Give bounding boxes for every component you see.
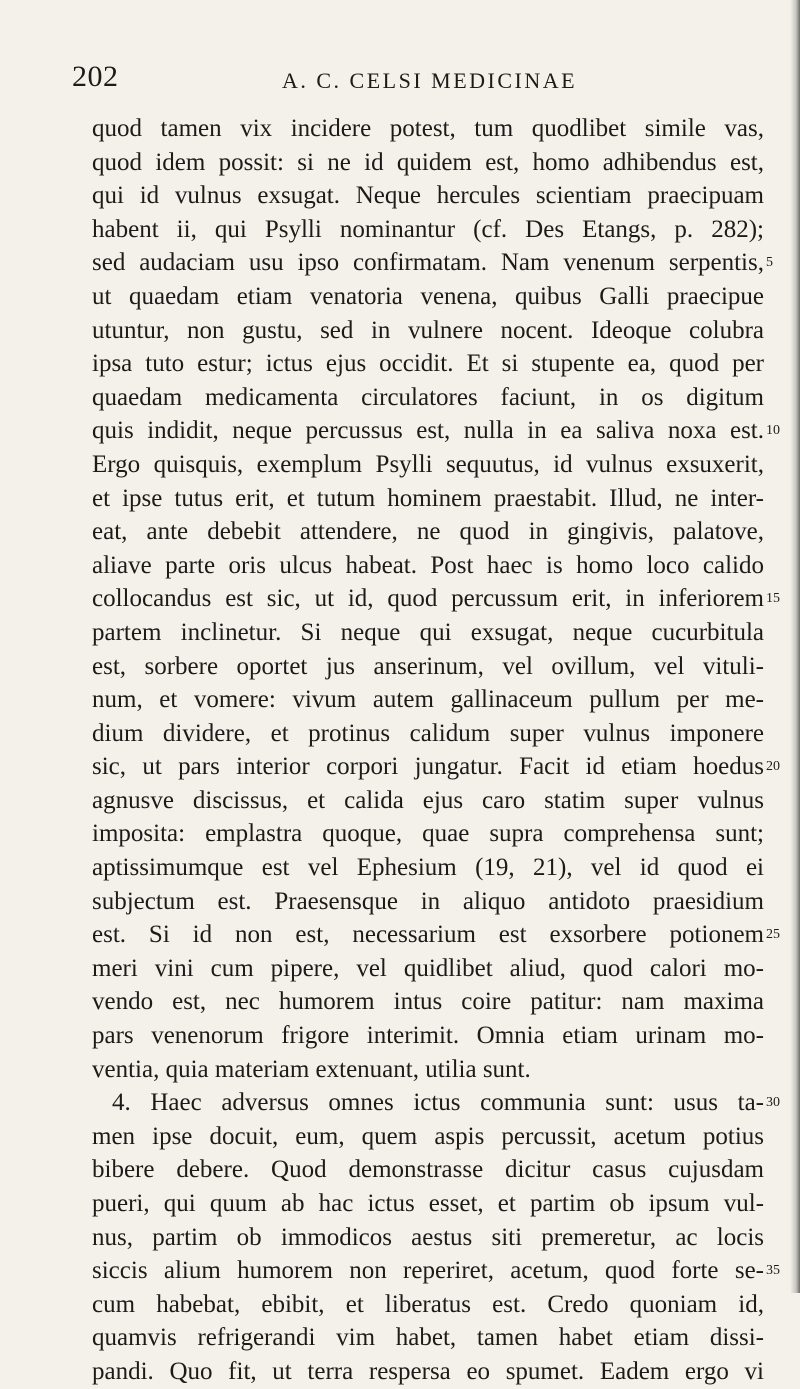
text-line <box>92 1019 764 1053</box>
line-text: ut quaedam etiam venatoria venena, quibus Galli praecipue <box>92 282 764 310</box>
line-text: num, et vomere: vivum autem gallinaceum pullum per me- <box>92 686 764 714</box>
text-line <box>92 750 780 784</box>
text-line <box>92 146 764 180</box>
text-line <box>92 683 764 717</box>
line-number: 10 <box>766 423 780 439</box>
line-number: 20 <box>766 759 780 775</box>
line-text: aptissimumque est vel Ephesium (19, 21), vel id quod ei <box>92 854 764 882</box>
line-text: sic, ut pars interior corpori jungatur. Facit id etiam hoedus <box>92 753 764 781</box>
line-text: men ipse docuit, eum, quem aspis percussit, acetum potius <box>92 1122 764 1150</box>
text-line <box>92 952 764 986</box>
text-line <box>92 213 764 247</box>
line-text: eat, ante debebit attendere, ne quod in gingivis, palatove, <box>92 518 764 546</box>
text-line <box>92 347 764 381</box>
line-text: partem inclinetur. Si neque qui exsugat, neque cucurbitula <box>92 618 764 646</box>
text-line <box>92 515 764 549</box>
text-line <box>92 985 764 1019</box>
line-text: et ipse tutus erit, et tutum hominem praestabit. Illud, ne inter- <box>92 484 764 512</box>
line-text: collocandus est sic, ut id, quod percussum erit, in inferiorem <box>92 585 764 613</box>
line-text: ipsa tuto estur; ictus ejus occidit. Et si stupente ea, quod per <box>92 350 764 378</box>
running-header <box>72 60 772 100</box>
line-text: quod tamen vix incidere potest, tum quodlibet simile vas, <box>92 115 764 142</box>
text-line <box>92 549 764 583</box>
line-text: Ergo quisquis, exemplum Psylli sequutus, id vulnus exsuxerit, <box>92 450 764 478</box>
text-line <box>92 280 764 314</box>
text-line <box>92 112 764 146</box>
running-title: A. C. CELSI MEDICINAE <box>282 68 578 93</box>
line-text: vendo est, nec humorem intus coire patitur: nam maxima <box>92 988 764 1016</box>
line-text: habent ii, qui Psylli nominantur (cf. Des Etangs, p. 282); <box>92 215 764 243</box>
text-line <box>92 179 764 213</box>
line-text: quod idem possit: si ne id quidem est, homo adhibendus est, <box>92 148 764 176</box>
text-line <box>92 448 764 482</box>
line-text: sed audaciam usu ipso confirmatam. Nam venenum serpentis, <box>92 249 764 277</box>
line-text: quis indidit, neque percussus est, nulla in ea saliva noxa est. <box>92 417 764 445</box>
line-text: pars venenorum frigore interimit. Omnia etiam urinam mo- <box>92 1022 764 1050</box>
text-line <box>92 1187 764 1221</box>
line-number: 35 <box>766 1263 780 1279</box>
text-line <box>92 817 764 851</box>
line-text: utuntur, non gustu, sed in vulnere nocent. Ideoque colubra <box>92 316 764 344</box>
text-line <box>92 1086 780 1120</box>
text-line <box>92 885 764 919</box>
line-number: 15 <box>766 591 780 607</box>
line-text: quaedam medicamenta circulatores faciunt, in os digitum <box>92 383 764 411</box>
line-text: quamvis refrigerandi vim habet, tamen habet etiam dissi- <box>92 1324 764 1352</box>
line-text: subjectum est. Praesensque in aliquo antidoto praesidium <box>92 887 764 915</box>
text-line <box>92 482 764 516</box>
text-line <box>92 1321 764 1355</box>
line-text: pandi. Quo fit, ut terra respersa eo spumet. Eadem ergo vi <box>92 1357 764 1385</box>
text-line <box>92 717 764 751</box>
line-text: imposita: emplastra quoque, quae supra comprehensa sunt; <box>92 820 764 848</box>
text-line <box>92 616 764 650</box>
text-line <box>92 414 780 448</box>
text-line <box>92 650 764 684</box>
text-line <box>92 1120 764 1154</box>
line-text: cum habebat, ebibit, et liberatus est. Credo quoniam id, <box>92 1290 764 1318</box>
line-text: ventia, quia materiam extenuant, utilia sunt. <box>92 1055 531 1083</box>
line-text: est, sorbere oportet jus anserinum, vel ovillum, vel vituli- <box>92 652 764 680</box>
line-text: pueri, qui quum ab hac ictus esset, et partim ob ipsum vul- <box>92 1190 764 1217</box>
body-text <box>92 112 780 1389</box>
line-number: 5 <box>766 255 773 271</box>
line-text: qui id vulnus exsugat. Neque hercules scientiam praecipuam <box>92 182 764 210</box>
text-line <box>92 1355 764 1389</box>
line-text: nus, partim ob immodicos aestus siti premeretur, ac locis <box>92 1223 764 1251</box>
text-line <box>92 1153 764 1187</box>
line-text: siccis alium humorem non reperiret, acetum, quod forte se- <box>92 1257 764 1285</box>
text-line <box>92 1254 780 1288</box>
text-line <box>92 784 764 818</box>
line-number: 25 <box>766 927 780 943</box>
line-text: est. Si id non est, necessarium est exsorbere potionem <box>92 921 764 949</box>
line-text: 4. Haec adversus omnes ictus communia sunt: usus ta- <box>112 1089 764 1117</box>
text-line <box>92 918 780 952</box>
page-edge-shadow <box>790 0 800 1293</box>
line-text: agnusve discissus, et calida ejus caro statim super vulnus <box>92 786 764 814</box>
text-line <box>92 381 764 415</box>
text-line <box>92 314 764 348</box>
page-number: 202 <box>72 60 119 93</box>
line-text: meri vini cum pipere, vel quidlibet aliud, quod calori mo- <box>92 954 764 982</box>
text-line <box>92 1053 764 1087</box>
line-number: 30 <box>766 1095 780 1111</box>
line-text: bibere debere. Quod demonstrasse dicitur casus cujusdam <box>92 1156 764 1184</box>
text-line <box>92 851 764 885</box>
text-line <box>92 582 780 616</box>
text-line <box>92 246 773 280</box>
line-text: aliave parte oris ulcus habeat. Post haec is homo loco calido <box>92 551 764 579</box>
text-line <box>92 1221 764 1255</box>
line-text: dium dividere, et protinus calidum super vulnus imponere <box>92 719 764 747</box>
